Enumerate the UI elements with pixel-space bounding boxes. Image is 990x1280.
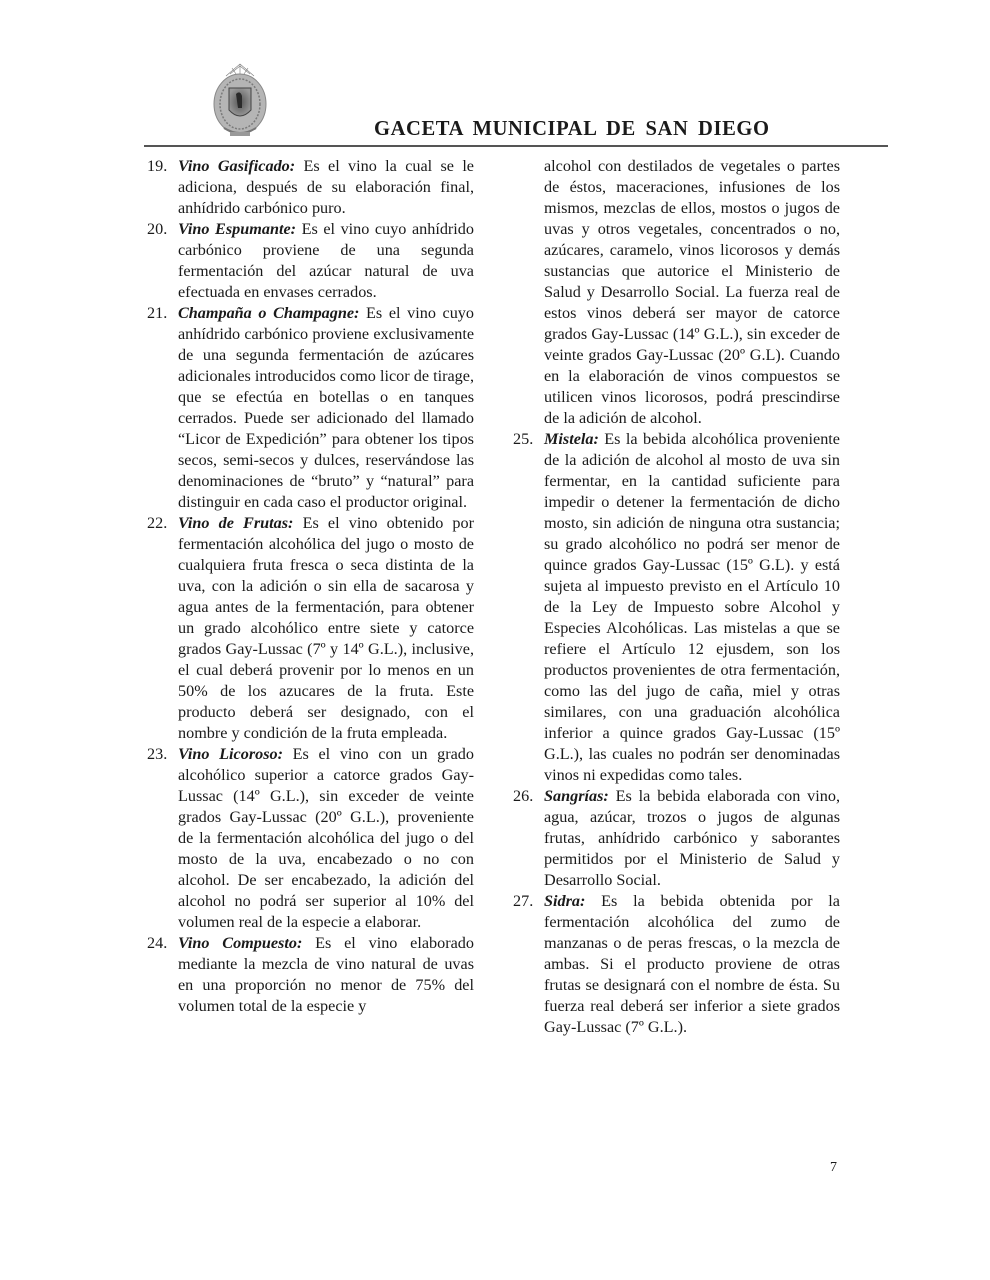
item-term: Sidra: xyxy=(544,892,586,910)
item-text: Es el vino cuyo anhídrido carbónico proviene de una segunda fermentación del azúcar natural de uva efectuada en envases cerrados. xyxy=(178,220,474,301)
item-number: 27. xyxy=(513,892,534,910)
item-number: 19. xyxy=(147,157,168,175)
item-text: Es el vino obtenido por fermentación alcohólica del jugo o mosto de cualquiera fruta fresca o seca distinta de la uva, con la adición o sin ella de sacarosa y agua antes de la fermentación, para obtener un grado alcohólico entre siete y catorce grados Gay-Lussac (7º y 14º G.L.), inclusive, el cual deberá provenir por lo menos en un 50% de los azucares de la fruta. Este producto deberá ser designado, con el nombre y condición de la fruta empleada. xyxy=(178,514,475,742)
item-number: 23. xyxy=(147,745,168,763)
definition-item xyxy=(147,933,474,1017)
item-number: 25. xyxy=(513,430,534,448)
item-number: 20. xyxy=(147,220,168,238)
definition-item xyxy=(513,891,840,1038)
item-term: Vino Licoroso: xyxy=(178,745,283,763)
item-term: Champaña o Champagne: xyxy=(178,304,360,322)
item-text: Es el vino la cual se le adiciona, después de su elaboración final, anhídrido carbónico puro. xyxy=(178,157,474,217)
item-text: Es la bebida alcohólica proveniente de la adición de alcohol al mosto de uva sin fermentar, en la cantidad suficiente para impedir o detener la fermentación de dicho mosto, sin adición de ninguna otra sustancia; su grado alcohólico no podrá ser menor de quince grados Gay-Lussac (15º G.L). y está sujeta al impuesto previsto en el Artículo 10 de la Ley de Impuesto sobre Alcohol y Especies Alcohólicas. Las mistelas a que se refiere el Artículo 12 ejusdem, son los productos provenientes de otra fermentación, como las del jugo de caña, miel y otras similares, con una graduación alcohólica inferior a quince grados Gay-Lussac (15º G.L.), las cuales no podrán ser denominadas vinos ni expedidas como tales. xyxy=(544,430,840,784)
definition-item xyxy=(147,744,474,933)
item-text: Es el vino con un grado alcohólico superior a catorce grados Gay-Lussac (14º G.L.), sin exceder de veinte grados Gay-Lussac (20º G.L.), proveniente de la fermentación alcohólica del jugo o del mosto de la uva, encabezado o no con alcohol. De ser encabezado, la adición del alcohol no podrá ser superior al 10% del volumen real de la especie a elaborar. xyxy=(178,745,474,931)
publication-title: GACETA MUNICIPAL DE SAN DIEGO xyxy=(374,116,770,140)
item-term: Mistela: xyxy=(544,430,599,448)
item-text: Es el vino cuyo anhídrido carbónico proviene exclusivamente de una segunda fermentación de azúcares adicionales introducidos como licor de tirage, que se efectúa en botellas o en tanques cerrados. Puede ser adicionado del llamado “Licor de Expedición” para obtener los tipos secos, semi-secos y dulces, reservándose las denominaciones de “bruto” y “natural” para distinguir en cada caso el productor original. xyxy=(178,304,474,511)
left-column xyxy=(147,156,475,1017)
item-number: 21. xyxy=(147,304,168,322)
header-divider xyxy=(144,145,888,147)
coat-of-arms-icon xyxy=(212,62,268,142)
item-term: Vino Espumante: xyxy=(178,220,297,238)
item-text: Es el vino elaborado mediante la mezcla de vino natural de uvas en una proporción no menor de 75% del volumen total de la especie y xyxy=(178,934,474,1015)
item-term: Sangrías: xyxy=(544,787,609,805)
item-text: Es la bebida obtenida por la fermentación alcohólica del zumo de manzanas o de peras frescas, o la mezcla de ambas. Si el producto proviene de otras frutas se designará con el nombre de ésta. Su fuerza real deberá ser inferior a siete grados Gay-Lussac (7º G.L.). xyxy=(544,892,840,1036)
definition-item xyxy=(147,303,474,513)
item-term: Vino Compuesto: xyxy=(178,934,303,952)
item-number: 26. xyxy=(513,787,534,805)
definition-item xyxy=(147,156,474,219)
definition-item xyxy=(147,513,475,744)
right-column xyxy=(513,156,840,1038)
continued-text: alcohol con destilados de vegetales o partes de éstos, maceraciones, infusiones de los mismos, mezclas de ellos, mostos o jugos de uvas y otros vegetales, concentrados o no, azúcares, caramelo, vinos licorosos y demás sustancias que autorice el Ministerio de Salud y Desarrollo Social. La fuerza real de estos vinos deberá ser mayor de catorce grados Gay-Lussac (14º G.L.), sin exceder de veinte grados Gay-Lussac (20º G.L). Cuando en la elaboración de vinos compuestos se utilicen vinos licorosos, podrá prescindirse de la adición de alcohol. xyxy=(544,157,840,427)
definition-item xyxy=(513,429,840,786)
item-term: Vino de Frutas: xyxy=(178,514,294,532)
page-number: 7 xyxy=(830,1160,837,1175)
item-number: 24. xyxy=(147,934,168,952)
item-term: Vino Gasificado: xyxy=(178,157,296,175)
item-number: 22. xyxy=(147,514,168,532)
definition-item xyxy=(147,219,474,303)
item-text: Es la bebida elaborada con vino, agua, azúcar, trozos o jugos de algunas frutas, anhídrido carbónico y saborantes permitidos por el Ministerio de Salud y Desarrollo Social. xyxy=(544,787,840,889)
definition-item xyxy=(513,786,840,891)
